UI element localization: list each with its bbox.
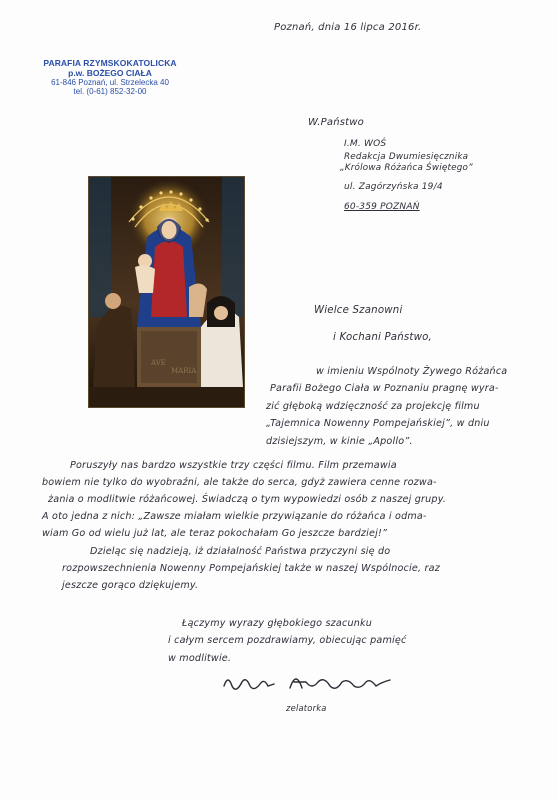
paragraph-line: A oto jedna z nich: „Zawsze miałam wielkie przywiązanie do różańca i odma- — [42, 511, 427, 522]
greeting-line-2: i Kochani Państwo, — [333, 332, 432, 343]
paragraph-line: rozpowszechnienia Nowenny Pompejańskiej także w naszej Wspólnocie, raz — [62, 563, 440, 574]
parish-letterhead — [40, 58, 180, 96]
paragraph-line: „Tajemnica Nowenny Pompejańskiej”, w dniu — [266, 418, 490, 429]
paragraph-line: dzisiejszym, w kinie „Apollo”. — [266, 436, 413, 447]
recipient-name: I.M. WOŚ — [344, 139, 387, 149]
signer-role: zelatorka — [286, 703, 327, 713]
letterhead-phone: tel. (0-61) 852-32-00 — [73, 87, 147, 96]
signature-scribble — [218, 668, 408, 698]
holy-picture — [89, 177, 244, 407]
svg-text:AVE: AVE — [151, 359, 166, 367]
letter-date: Poznań, dnia 16 lipca 2016r. — [274, 22, 422, 33]
paragraph-line: Dzieląc się nadzieją, iż działalność Państwa przyczyni się do — [90, 546, 391, 557]
recipient-city: 60-359 POZNAŃ — [344, 202, 420, 212]
paragraph-line: jeszcze gorąco dziękujemy. — [62, 580, 199, 591]
letterhead-address: 61-846 Poznań, ul. Strzelecka 40 — [51, 78, 169, 87]
paragraph-line: w imieniu Wspólnoty Żywego Różańca — [316, 366, 508, 377]
recipient-line2: „Królowa Różańca Świętego” — [340, 163, 473, 173]
closing-line: w modlitwie. — [168, 653, 232, 664]
letterhead-title: PARAFIA RZYMSKOKATOLICKA — [43, 58, 177, 68]
svg-text:MARIA: MARIA — [171, 367, 197, 375]
paragraph-line: zić głęboką wdzięczność za projekcję filmu — [266, 401, 480, 412]
paragraph-line: bowiem nie tylko do wyobraźni, ale także do serca, gdyż zawiera cenne rozwa- — [42, 477, 437, 488]
letterhead-subtitle: p.w. BOŻEGO CIAŁA — [68, 68, 152, 78]
paragraph-line: żania o modlitwie różańcowej. Świadczą o tym wypowiedzi osób z naszej grupy. — [48, 494, 447, 505]
recipient-line1: Redakcja Dwumiesięcznika — [344, 152, 469, 162]
recipient-street: ul. Zagórzyńska 19/4 — [344, 182, 443, 192]
closing-line: i całym sercem pozdrawiamy, obiecując pamięć — [168, 635, 407, 646]
recipient-salutation: W.Państwo — [308, 117, 364, 128]
paragraph-line: Parafii Bożego Ciała w Poznaniu pragnę wyra- — [270, 383, 499, 394]
madonna-image — [89, 177, 244, 407]
greeting-line-1: Wielce Szanowni — [314, 305, 403, 316]
paragraph-line: wiam Go od wielu już lat, ale teraz pokochałam Go jeszcze bardziej!” — [42, 528, 388, 539]
handwritten-signature — [218, 668, 408, 702]
closing-line: Łączymy wyrazy głębokiego szacunku — [182, 618, 373, 629]
paragraph-line: Poruszyły nas bardzo wszystkie trzy części filmu. Film przemawia — [70, 460, 397, 471]
